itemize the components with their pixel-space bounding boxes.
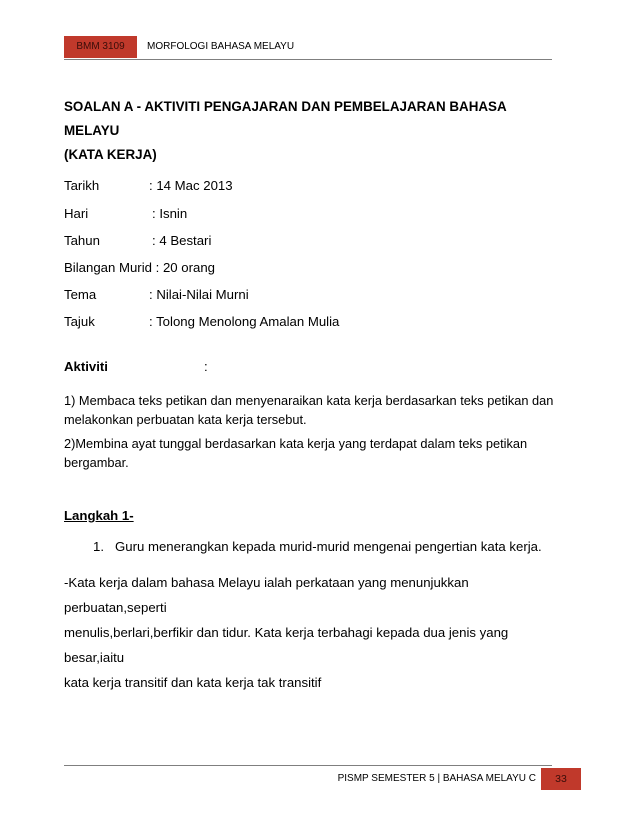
step-number: 1. [93, 539, 104, 554]
tema-label: Tema [64, 287, 97, 302]
explanation-line-1: -Kata kerja dalam bahasa Melayu ialah perkataan yang menunjukkan perbuatan,seperti [64, 575, 469, 615]
course-title: MORFOLOGI BAHASA MELAYU [147, 41, 295, 52]
footer-divider [64, 765, 552, 766]
tarikh-value: : 14 Mac 2013 [149, 178, 233, 193]
aktiviti-item-1-line-2: melakonkan perbuatan kata kerja tersebut. [64, 412, 307, 427]
tajuk-label: Tajuk [64, 314, 95, 329]
footer-text: PISMP SEMESTER 5 | BAHASA MELAYU C [337, 773, 536, 784]
tajuk-value: : Tolong Menolong Amalan Mulia [149, 314, 340, 329]
title-line-1: SOALAN A - AKTIVITI PENGAJARAN DAN PEMBELAJARAN BAHASA MELAYU [64, 99, 507, 138]
step-text: Guru menerangkan kepada murid-murid mengenai pengertian kata kerja. [115, 539, 542, 554]
tahun-label: Tahun [64, 233, 100, 248]
title-line-2: (KATA KERJA) [64, 147, 157, 162]
kata-kerja-explanation [64, 570, 564, 695]
page-number-badge: 33 [541, 768, 581, 790]
page-title [64, 95, 564, 167]
langkah-step-1 [93, 539, 542, 554]
tahun-value: : 4 Bestari [152, 233, 212, 248]
aktiviti-heading: Aktiviti [64, 359, 108, 374]
explanation-line-3: kata kerja transitif dan kata kerja tak transitif [64, 675, 322, 690]
tarikh-label: Tarikh [64, 178, 100, 193]
course-code-badge: BMM 3109 [64, 36, 137, 58]
aktiviti-item-2-line-1: 2)Membina ayat tunggal berdasarkan kata kerja yang terdapat dalam teks petikan [64, 436, 528, 451]
bilangan-text: Bilangan Murid : 20 orang [64, 260, 216, 275]
aktiviti-colon: : [204, 359, 208, 374]
aktiviti-item-2 [64, 434, 564, 472]
aktiviti-item-2-line-2: bergambar. [64, 455, 129, 470]
hari-label: Hari [64, 206, 89, 221]
aktiviti-item-1-line-1: 1) Membaca teks petikan dan menyenaraikan kata kerja berdasarkan teks petikan dan [64, 393, 554, 408]
tema-value: : Nilai-Nilai Murni [149, 287, 249, 302]
aktiviti-item-1 [64, 391, 564, 429]
hari-value: : Isnin [152, 206, 188, 221]
explanation-line-2: menulis,berlari,berfikir dan tidur. Kata kerja terbahagi kepada dua jenis yang besar,iaitu [64, 625, 509, 665]
header-divider [64, 59, 552, 60]
langkah-heading: Langkah 1- [64, 508, 134, 523]
